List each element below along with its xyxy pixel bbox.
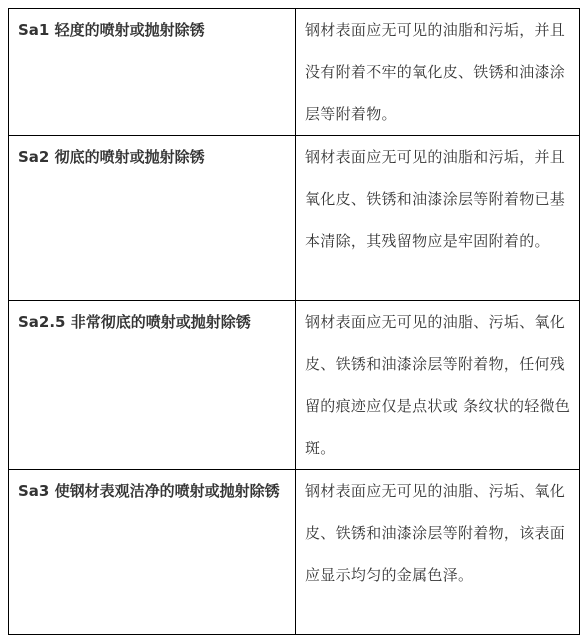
grade-name-cell: Sa2.5 非常彻底的喷射或抛射除锈: [9, 301, 296, 470]
table-row: [9, 9, 580, 136]
grade-description-cell: 钢材表面应无可见的油脂和污垢，并且氧化皮、铁锈和油漆涂层等附着物已基本清除，其残留物应是牢固附着的。: [296, 136, 580, 301]
table-row: [9, 470, 580, 635]
table-row: [9, 301, 580, 470]
grade-description-cell: 钢材表面应无可见的油脂、污垢、氧化皮、铁锈和油漆涂层等附着物，任何残留的痕迹应仅是点状或 条纹状的轻微色斑。: [296, 301, 580, 470]
grade-description-cell: 钢材表面应无可见的油脂、污垢、氧化皮、铁锈和油漆涂层等附着物，该表面应显示均匀的金属色泽。: [296, 470, 580, 635]
grade-name-cell: Sa1 轻度的喷射或抛射除锈: [9, 9, 296, 136]
grade-description-cell: 钢材表面应无可见的油脂和污垢，并且没有附着不牢的氧化皮、铁锈和油漆涂层等附着物。: [296, 9, 580, 136]
rust-removal-grade-table: [8, 8, 580, 635]
grade-name-cell: Sa2 彻底的喷射或抛射除锈: [9, 136, 296, 301]
grade-name-cell: Sa3 使钢材表观洁净的喷射或抛射除锈: [9, 470, 296, 635]
table-row: [9, 136, 580, 301]
